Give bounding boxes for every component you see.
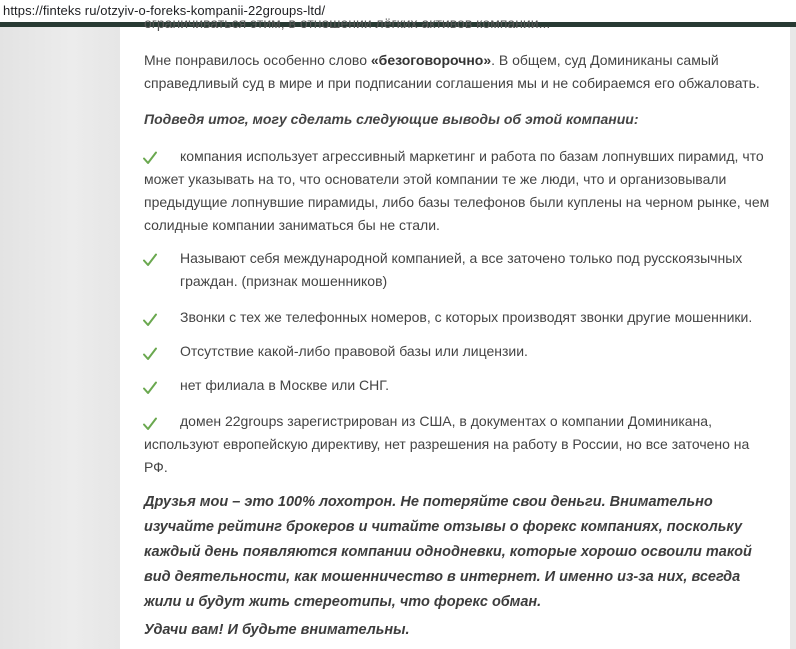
conclusion-paragraph: Друзья мои – это 100% лохотрон. Не потеряйте свои деньги. Внимательно изучайте рейтинг брокеров и читайте отзывы о форекс компаниях, поскольку каждый день появляются компании однодневки, которые хорошо освоили такой вид деятельности, как мошенничество в интернет. И именно из-за них, всегда жили и будут жить стереотипы, что форекс обман. [144,494,752,610]
url-text[interactable]: https://finteks ru/otzyiv-o-foreks-kompanii-22groups-ltd/ [3,3,326,18]
conclusion-item-5: нет филиала в Москве или СНГ. [180,377,390,393]
conclusion-item-3: Звонки с тех же телефонных номеров, с которых производят звонки другие мошенники. [180,309,753,325]
conclusion-item-2: Называют себя международной компанией, а все заточено только под русскоязычных граждан. (признак мошенников) [180,250,743,289]
cut-off-line: ограничиваться этим, в отношении лёгких активов компании... [144,15,551,31]
intro-bold-word: «безоговорочно» [370,52,492,68]
article-content [120,15,790,649]
conclusion-item-4: Отсутствие какой-либо правовой базы или лицензии. [180,343,528,359]
conclusion-item-1: компания использует агрессивный маркетинг и работа по базам лопнувших пирамид, что может указывать на то, что основатели этой компании те же люди, что и организовывали предыдущие лопнувшие пирамиды, либо базы телефонов были куплены на черном рынке, чем солидные компании заниматься бы не стали. [144,148,770,233]
intro-text-start: Мне понравилось особенно слово [144,52,371,68]
page-background-right [790,27,796,649]
intro-paragraph [144,49,774,95]
conclusions-heading: Подведя итог, могу сделать следующие выводы об этой компании: [144,111,639,127]
farewell-text: Удачи вам! И будьте внимательны. [144,622,410,638]
intro-text-end: . В общем, суд Доминиканы самый справедливый суд в мире и при подписании соглашения мы и не собираемся его обжаловать. [144,52,760,91]
conclusion-item-6: домен 22groups зарегистрирован из США, в документах о компании Доминикана, используют европейскую директиву, нет разрешения на работу в России, но все заточено на РФ. [144,413,750,475]
page-background-left [0,27,120,649]
